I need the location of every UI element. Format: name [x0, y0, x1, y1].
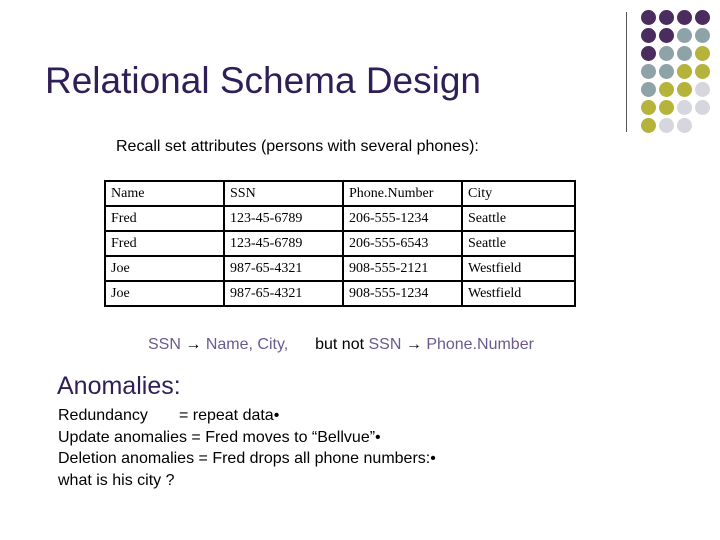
- anomaly-item-update: Update anomalies = Fred moves to “Bellvue”•: [58, 428, 381, 446]
- fd1-lhs: SSN: [148, 336, 181, 353]
- decorative-dot: [677, 100, 692, 115]
- decorative-dot: [695, 64, 710, 79]
- table-cell: Fred: [105, 206, 224, 231]
- decorative-dot: [641, 10, 656, 25]
- fd1-rhs: Name, City,: [205, 336, 289, 353]
- arrow-icon: →: [185, 336, 202, 353]
- decorative-dot: [677, 28, 692, 43]
- table-cell: 123-45-6789: [224, 231, 343, 256]
- decorative-dot: [659, 46, 674, 61]
- table-cell: 987-65-4321: [224, 256, 343, 281]
- decorative-dot: [695, 100, 710, 115]
- table-row: [105, 281, 575, 306]
- table-cell: 206-555-1234: [343, 206, 462, 231]
- decorative-dot: [641, 82, 656, 97]
- table-cell: 908-555-2121: [343, 256, 462, 281]
- decorative-dot: [659, 10, 674, 25]
- table-cell: Name: [105, 181, 224, 206]
- table-row: [105, 206, 575, 231]
- arrow-icon: →: [405, 336, 422, 353]
- decorative-dot: [677, 82, 692, 97]
- decorative-dot: [677, 118, 692, 133]
- table-row: [105, 256, 575, 281]
- decorative-dot: [659, 82, 674, 97]
- decorative-dot: [641, 28, 656, 43]
- decorative-dot: [641, 64, 656, 79]
- fd2-rhs: Phone.Number: [426, 336, 534, 353]
- table-header-row: [105, 181, 575, 206]
- subtitle: Recall set attributes (persons with several phones):: [116, 138, 479, 155]
- decorative-dot: [641, 100, 656, 115]
- table-cell: Phone.Number: [343, 181, 462, 206]
- fd-connector: but not: [315, 336, 365, 353]
- title-divider-line: [626, 12, 627, 132]
- table-cell: 123-45-6789: [224, 206, 343, 231]
- table-cell: Joe: [105, 281, 224, 306]
- table-cell: Westfield: [462, 281, 575, 306]
- phone-table: [104, 180, 576, 307]
- table-cell: 908-555-1234: [343, 281, 462, 306]
- anomaly-item-question: what is his city ?: [58, 471, 175, 489]
- decorative-dot: [677, 46, 692, 61]
- decorative-dot: [695, 10, 710, 25]
- decorative-dot: [659, 28, 674, 43]
- table-cell: Joe: [105, 256, 224, 281]
- decorative-dot: [695, 28, 710, 43]
- table-cell: City: [462, 181, 575, 206]
- table-cell: Fred: [105, 231, 224, 256]
- decorative-dot: [695, 46, 710, 61]
- decorative-dot: [641, 46, 656, 61]
- decorative-dot: [659, 118, 674, 133]
- table-cell: Westfield: [462, 256, 575, 281]
- decorative-dot: [695, 82, 710, 97]
- decorative-dot: [641, 118, 656, 133]
- anomaly-item-redundancy: Redundancy = repeat data•: [58, 407, 280, 424]
- table-cell: Seattle: [462, 206, 575, 231]
- decorative-dot: [659, 64, 674, 79]
- anomalies-heading: Anomalies:: [57, 372, 181, 400]
- table-cell: SSN: [224, 181, 343, 206]
- anomalies-list: [58, 405, 436, 491]
- table-cell: 206-555-6543: [343, 231, 462, 256]
- decorative-dot: [677, 10, 692, 25]
- table-cell: Seattle: [462, 231, 575, 256]
- anomaly-item-deletion: Deletion anomalies = Fred drops all phone numbers:•: [58, 450, 436, 467]
- table-cell: 987-65-4321: [224, 281, 343, 306]
- table-row: [105, 231, 575, 256]
- functional-dependencies: [148, 336, 534, 354]
- decorative-dot: [659, 100, 674, 115]
- decorative-dot: [677, 64, 692, 79]
- slide-title: Relational Schema Design: [45, 60, 482, 101]
- fd2-lhs: SSN: [368, 336, 402, 353]
